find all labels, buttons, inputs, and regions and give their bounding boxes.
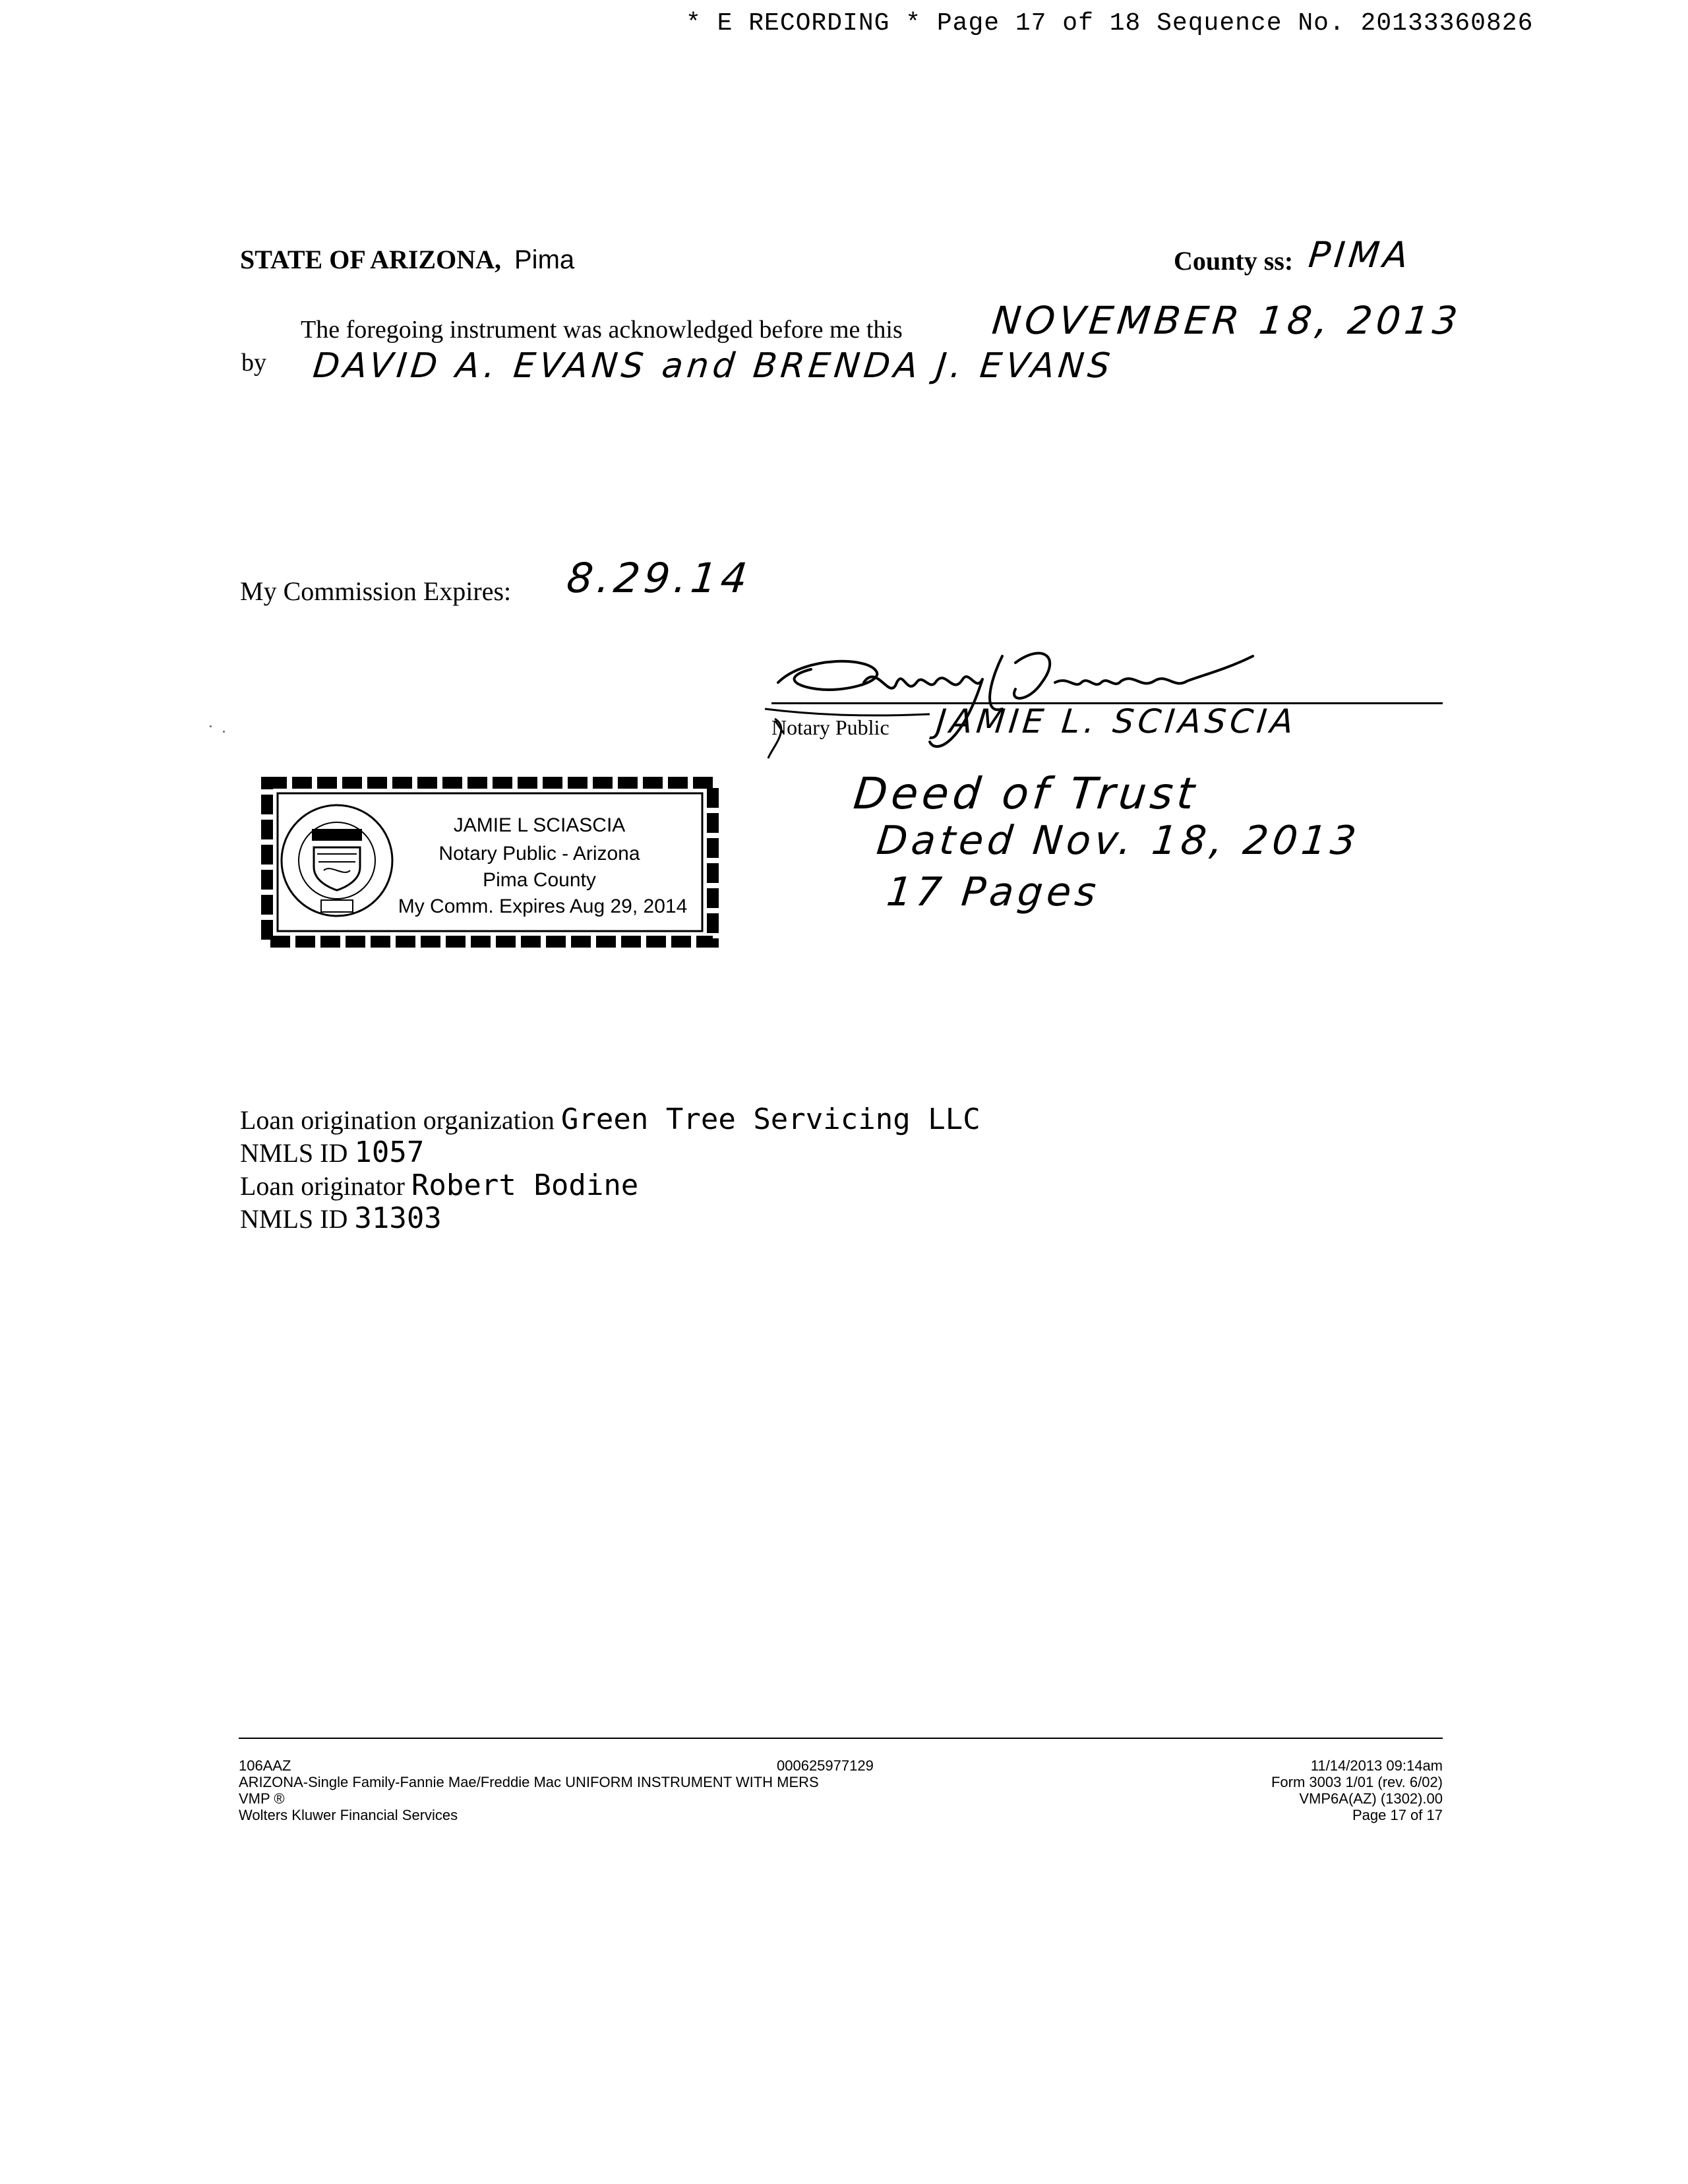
footer-right xyxy=(1174,1757,1443,1823)
signers-handwritten: DAVID A. EVANS and BRENDA J. EVANS xyxy=(311,346,1116,386)
state-line xyxy=(240,244,574,275)
loan-org-value: Green Tree Servicing LLC xyxy=(560,1103,980,1136)
stamp-expiration: My Comm. Expires Aug 29, 2014 xyxy=(398,895,688,917)
scan-speck xyxy=(223,731,225,733)
handwritten-note-line-2: Dated Nov. 18, 2013 xyxy=(874,818,1362,864)
nmls-id-value: 31303 xyxy=(354,1201,442,1235)
loan-org-label: Loan origination organization xyxy=(240,1105,555,1135)
footer-left xyxy=(239,1757,819,1823)
arizona-seal-icon xyxy=(278,801,396,920)
handwritten-note-line-1: Deed of Trust xyxy=(851,768,1201,819)
by-label: by xyxy=(241,349,266,377)
form-number: Form 3003 1/01 (rev. 6/02) xyxy=(1271,1774,1443,1790)
loan-number: 000625977129 xyxy=(777,1757,874,1774)
loan-origination-organization xyxy=(240,1103,980,1136)
stamp-notary-title: Notary Public - Arizona xyxy=(438,843,640,864)
form-code: 106AAZ xyxy=(239,1757,291,1774)
stamp-notary-name: JAMIE L SCIASCIA xyxy=(453,814,626,836)
loan-originator-label: Loan originator xyxy=(240,1171,405,1201)
footer-rule xyxy=(239,1738,1443,1739)
commission-handwritten: 8.29.14 xyxy=(564,554,754,602)
loan-originator-value: Robert Bodine xyxy=(411,1168,639,1202)
county-typed: Pima xyxy=(514,245,575,274)
notary-stamp xyxy=(259,775,721,950)
state-label: STATE OF ARIZONA, xyxy=(240,245,501,274)
print-timestamp: 11/14/2013 09:14am xyxy=(1310,1757,1443,1774)
form-description: ARIZONA-Single Family-Fannie Mae/Freddie Mac UNIFORM INSTRUMENT WITH MERS xyxy=(239,1774,819,1790)
nmls-id-organization xyxy=(240,1136,424,1169)
commission-label: My Commission Expires: xyxy=(240,576,512,606)
page-number: Page 17 of 17 xyxy=(1352,1807,1443,1823)
vmp-form-code: VMP6A(AZ) (1302).00 xyxy=(1299,1790,1443,1807)
nmls-id-label: NMLS ID xyxy=(240,1204,348,1234)
acknowledgment-date-handwritten: NOVEMBER 18, 2013 xyxy=(990,298,1464,343)
loan-originator xyxy=(240,1168,638,1202)
stamp-county: Pima County xyxy=(483,869,596,891)
county-handwritten: PIMA xyxy=(1306,234,1414,276)
publisher: Wolters Kluwer Financial Services xyxy=(239,1807,458,1823)
notary-name-handwritten: JAMIE L. SCIASCIA xyxy=(934,702,1300,741)
notary-public-label: Notary Public xyxy=(771,715,889,739)
county-ss-label: County ss: xyxy=(1174,246,1294,276)
scan-speck xyxy=(210,725,212,727)
recording-header: * E RECORDING * Page 17 of 18 Sequence No. 20133360826 xyxy=(686,9,1534,38)
nmls-id-value: 1057 xyxy=(354,1136,425,1169)
handwritten-note-line-3: 17 Pages xyxy=(884,869,1102,915)
acknowledgment-text: The foregoing instrument was acknowledged before me this xyxy=(301,316,903,344)
nmls-id-label: NMLS ID xyxy=(240,1138,348,1168)
nmls-id-originator xyxy=(240,1201,442,1235)
vmp-mark: VMP ® xyxy=(239,1790,285,1807)
